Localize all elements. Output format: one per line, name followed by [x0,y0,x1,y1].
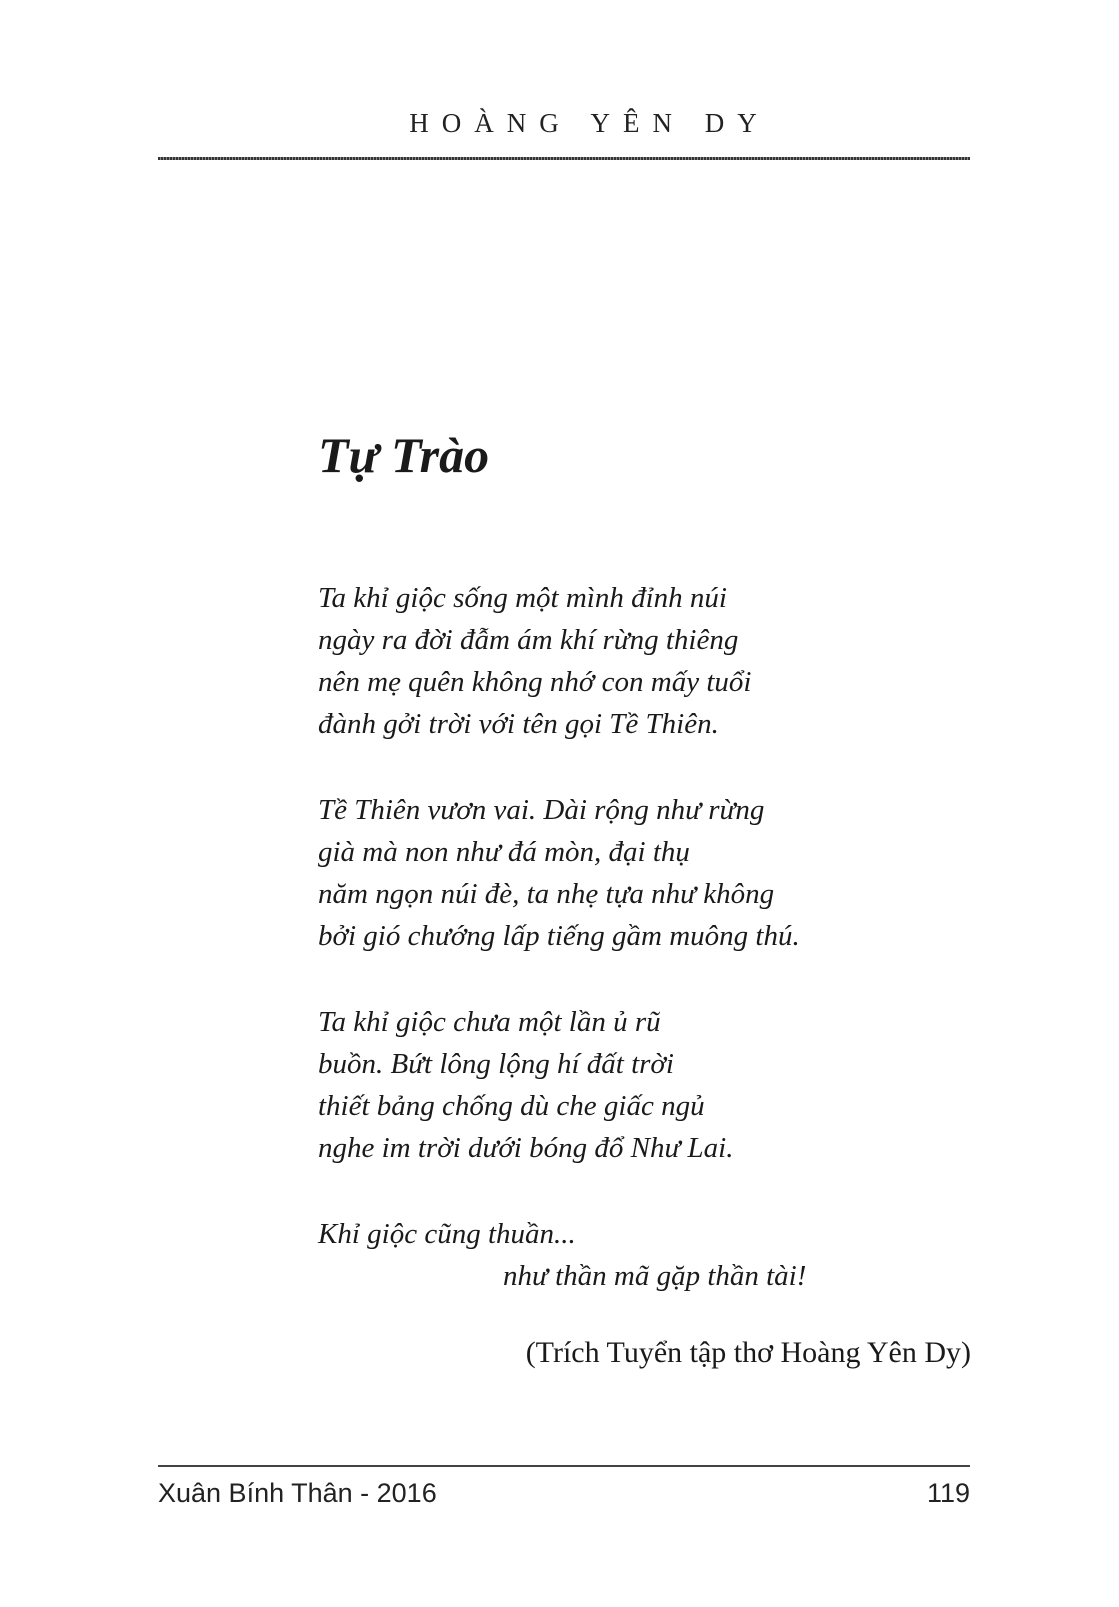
poem-line: năm ngọn núi đè, ta nhẹ tựa như không [318,878,775,910]
poem-body [318,577,958,1341]
poem-line: Ta khỉ giộc chưa một lần ủ rũ [318,1006,661,1038]
poem-line: Ta khỉ giộc sống một mình đỉnh núi [318,582,727,614]
poem-line: buồn. Bứt lông lộng hí đất trời [318,1048,674,1080]
poem-line: thiết bảng chống dù che giấc ngủ [318,1090,705,1122]
footer-publication: Xuân Bính Thân - 2016 [158,1478,437,1508]
stanza-1 [318,577,958,745]
poem-line-indented: như thần mã gặp thần tài! [503,1260,807,1292]
poem-line: đành gởi trời với tên gọi Tề Thiên. [318,708,719,740]
stanza-2 [318,789,958,957]
footer-page-number: 119 [926,1478,970,1508]
poem-line: Tề Thiên vươn vai. Dài rộng như rừng [318,794,765,826]
running-header-author: HOÀNG YÊN DY [409,108,770,138]
poem-line: già mà non như đá mòn, đại thụ [318,836,690,868]
poem-line: nghe im trời dưới bóng đổ Như Lai. [318,1132,734,1164]
poem-line: nên mẹ quên không nhớ con mấy tuổi [318,666,752,698]
poem-line: ngày ra đời đẫm ám khí rừng thiêng [318,624,739,656]
header-divider [158,157,970,160]
poem-line: Khỉ giộc cũng thuần... [318,1218,576,1250]
stanza-3 [318,1001,958,1169]
poem-title: Tự Trào [318,427,490,483]
poem-source-citation: (Trích Tuyển tập thơ Hoàng Yên Dy) [525,1336,971,1369]
footer-divider [158,1465,970,1467]
stanza-4 [318,1213,958,1297]
poem-line: bởi gió chướng lấp tiếng gầm muông thú. [318,920,800,952]
